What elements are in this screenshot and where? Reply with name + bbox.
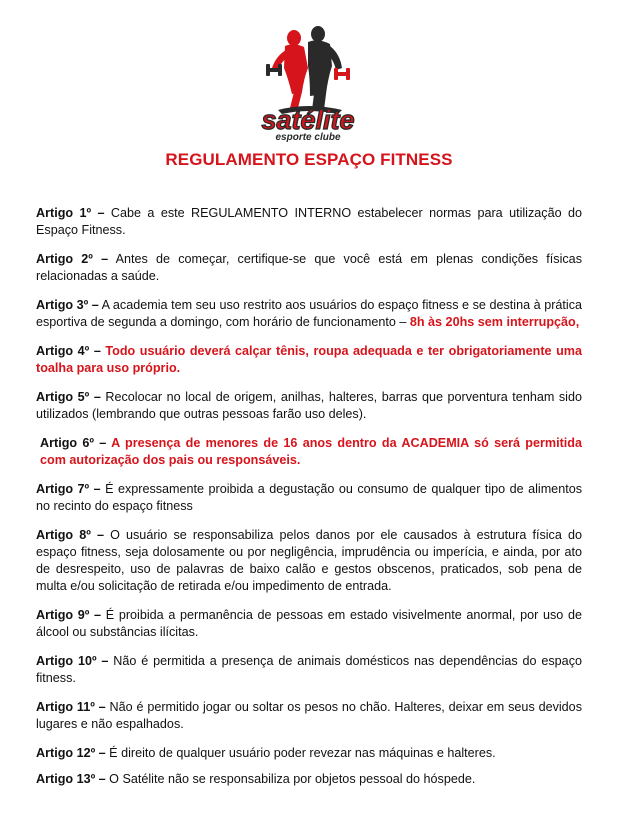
athletes-silhouette-icon	[266, 26, 350, 114]
article-text: É proibida a permanência de pessoas em estado visivelmente anormal, por uso de álcool ou substâncias ilícitas.	[36, 608, 582, 639]
article-label: Artigo 1º –	[36, 206, 105, 220]
article-7	[36, 481, 582, 515]
article-11	[36, 699, 582, 733]
article-9	[36, 607, 582, 641]
article-label: Artigo 12º –	[36, 746, 106, 760]
article-text: O usuário se responsabiliza pelos danos por ele causados à estrutura física do espaço fitness, seja dolosamente ou por negligência, imprudência ou imperícia, e ainda, por ato de desrespeito, uso de palavras de baixo calão e gestos obscenos, praticados, sob pena de multa e/ou solicitação de retirada e/ou impedimento de entrada.	[36, 528, 582, 593]
regulation-articles	[36, 205, 582, 797]
article-text: Não é permitido jogar ou soltar os pesos no chão. Halteres, deixar em seus devidos lugares e não espalhados.	[36, 700, 582, 731]
article-label: Artigo 3º –	[36, 298, 99, 312]
brand-wordmark: satélite	[261, 105, 355, 135]
article-label: Artigo 9º –	[36, 608, 102, 622]
article-2	[36, 251, 582, 285]
article-1	[36, 205, 582, 239]
article-5	[36, 389, 582, 423]
article-13	[36, 771, 582, 788]
page-title: REGULAMENTO ESPAÇO FITNESS	[165, 150, 453, 169]
article-6	[36, 435, 582, 469]
article-label: Artigo 8º –	[36, 528, 104, 542]
article-text: É direito de qualquer usuário poder revezar nas máquinas e halteres.	[105, 746, 496, 760]
article-text: A academia tem seu uso restrito aos usuários do espaço fitness e se destina à prática esportiva de segunda a domingo, com horário de funcionamento –	[36, 298, 582, 329]
article-text: O Satélite não se responsabiliza por objetos pessoal do hóspede.	[105, 772, 476, 786]
article-text: Antes de começar, certifique-se que você está em plenas condições físicas relacionadas a saúde.	[36, 252, 582, 283]
article-highlight: A presença de menores de 16 anos dentro da ACADEMIA só será permitida com autorização dos pais ou responsáveis.	[40, 436, 582, 467]
article-3	[36, 297, 582, 331]
article-highlight: Todo usuário deverá calçar tênis, roupa adequada e ter obrigatoriamente uma toalha para uso próprio.	[36, 344, 582, 375]
article-text: Recolocar no local de origem, anilhas, halteres, barras que porventura tenham sido utilizados (lembrando que outras pessoas farão uso deles).	[36, 390, 582, 421]
article-label: Artigo 5º –	[36, 390, 101, 404]
article-highlight: 8h às 20hs sem interrupção	[406, 315, 576, 329]
article-8	[36, 527, 582, 595]
article-label: Artigo 7º –	[36, 482, 101, 496]
article-label: Artigo 2º –	[36, 252, 109, 266]
article-label: Artigo 10º –	[36, 654, 109, 668]
article-label: Artigo 6º –	[40, 436, 107, 450]
article-label: Artigo 4º –	[36, 344, 101, 358]
satelite-logo	[238, 20, 378, 142]
article-10	[36, 653, 582, 687]
article-tail: ,	[575, 315, 580, 329]
article-label: Artigo 13º –	[36, 772, 106, 786]
article-text: Cabe a este REGULAMENTO INTERNO estabelecer normas para utilização do Espaço Fitness.	[36, 206, 582, 237]
article-text: Não é permitida a presença de animais domésticos nas dependências do espaço fitness.	[36, 654, 582, 685]
article-4	[36, 343, 582, 377]
article-text: É expressamente proibida a degustação ou consumo de qualquer tipo de alimentos no recinto do espaço fitness	[36, 482, 582, 513]
article-12	[36, 745, 582, 762]
article-label: Artigo 11º –	[36, 700, 106, 714]
brand-tagline: esporte clube	[275, 132, 341, 142]
logo-graphic	[238, 20, 378, 142]
